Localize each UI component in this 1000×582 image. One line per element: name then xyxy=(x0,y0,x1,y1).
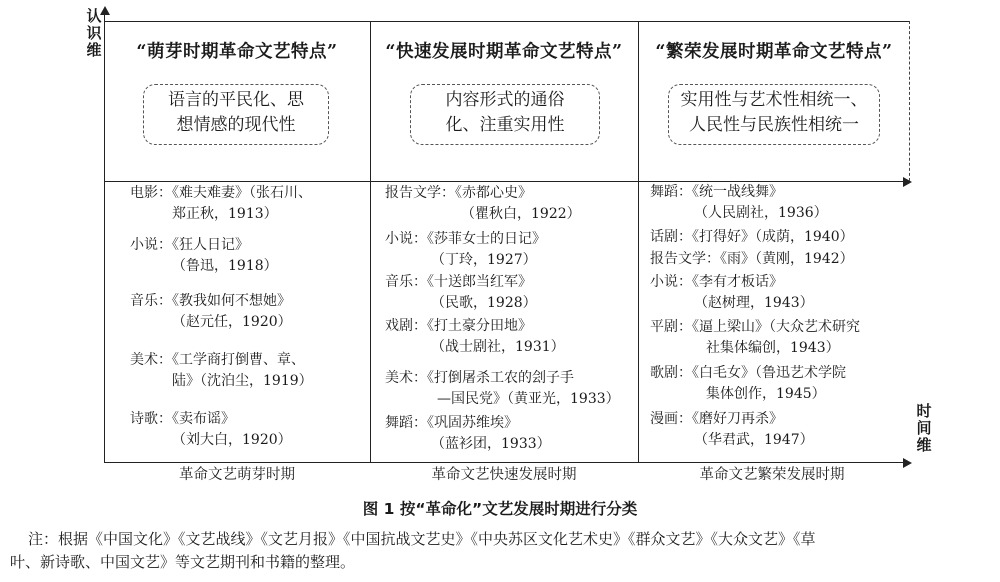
period-1-work-novel: 小说：《狂人日记》 （鲁迅，1918） xyxy=(130,237,278,274)
time-dimension-axis-label: 时 间 维 xyxy=(916,402,932,454)
period-1-feature-box: 语言的平民化、思 想情感的现代性 xyxy=(143,84,329,145)
period-divider-1 xyxy=(370,21,371,462)
period-2-label: 革命文艺快速发展时期 xyxy=(431,467,577,483)
period-2-work-dance: 舞蹈：《巩固苏维埃》 （蓝衫团，1933） xyxy=(385,415,551,452)
period-2-work-art: 美术：《打倒屠杀工农的刽子手 —国民党》（黄亚光，1933） xyxy=(385,370,620,407)
period-1-work-poetry: 诗歌：《卖布谣》 （刘大白，1920） xyxy=(130,411,292,448)
period-3-work-novel: 小说：《李有才板话》 （赵树理，1943） xyxy=(650,274,814,311)
period-3-work-dance: 舞蹈：《统一战线舞》 （人民剧社，1936） xyxy=(650,184,828,221)
figure-note-line-1: 注：根据《中国文化》《文艺战线》《文艺月报》《中国抗战文艺史》《中央苏区文化艺术史》《群众文艺》《大众文艺》《草 xyxy=(28,530,816,548)
period-3-work-reportage: 报告文学：《雨》（黄刚，1942） xyxy=(650,251,854,267)
period-3-feature-box: 实用性与艺术性相统一、 人民性与民族性相统一 xyxy=(668,84,880,145)
period-1-work-art: 美术：《工学商打倒曹、章、 陆》（沈泊尘，1919） xyxy=(130,352,313,389)
period-2-characteristics-title: “快速发展时期革命文艺特点” xyxy=(385,42,623,62)
period-divider-2 xyxy=(638,21,639,462)
period-2-work-drama: 戏剧：《打土豪分田地》 （战士剧社，1931） xyxy=(385,318,565,355)
cognitive-dimension-axis-label: 认 识 维 xyxy=(86,7,102,59)
right-dashed-boundary xyxy=(909,21,910,181)
period-1-characteristics-title: “萌芽时期革命文艺特点” xyxy=(136,42,338,62)
period-3-label: 革命文艺繁荣发展时期 xyxy=(699,467,845,483)
middle-divider-arrowhead xyxy=(903,177,912,187)
y-axis-arrowhead xyxy=(100,6,110,15)
period-3-characteristics-title: “繁荣发展时期革命文艺特点” xyxy=(655,42,893,62)
figure-caption: 图 1 按“革命化”文艺发展时期进行分类 xyxy=(362,500,638,518)
y-axis-line xyxy=(104,14,105,463)
period-2-work-music: 音乐：《十送郎当红军》 （民歌，1928） xyxy=(385,274,537,311)
period-3-work-cartoon: 漫画：《磨好刀再杀》 （华君武，1947） xyxy=(650,411,814,448)
period-2-feature-box: 内容形式的通俗 化、注重实用性 xyxy=(410,84,600,145)
period-2-work-reportage: 报告文学：《赤都心史》 （瞿秋白，1922） xyxy=(385,185,581,222)
period-1-label: 革命文艺萌芽时期 xyxy=(179,467,295,483)
period-1-work-film: 电影：《难夫难妻》（张石川、 郑正秋，1913） xyxy=(130,185,312,222)
period-3-work-opera: 平剧：《逼上梁山》（大众艺术研究 社集体编创，1943） xyxy=(650,319,860,356)
top-boundary-line xyxy=(104,21,910,22)
period-3-work-song-drama: 歌剧：《白毛女》（鲁迅艺术学院 集体创作，1945） xyxy=(650,365,846,402)
period-1-work-music: 音乐：《教我如何不想她》 （赵元任，1920） xyxy=(130,293,292,330)
period-2-work-novel: 小说：《莎菲女士的日记》 （丁玲，1927） xyxy=(385,231,546,268)
period-3-work-play: 话剧：《打得好》（成荫，1940） xyxy=(650,229,854,245)
figure-note-line-2: 叶、新诗歌、中国文艺》等文艺期刊和书籍的整理。 xyxy=(10,553,356,571)
